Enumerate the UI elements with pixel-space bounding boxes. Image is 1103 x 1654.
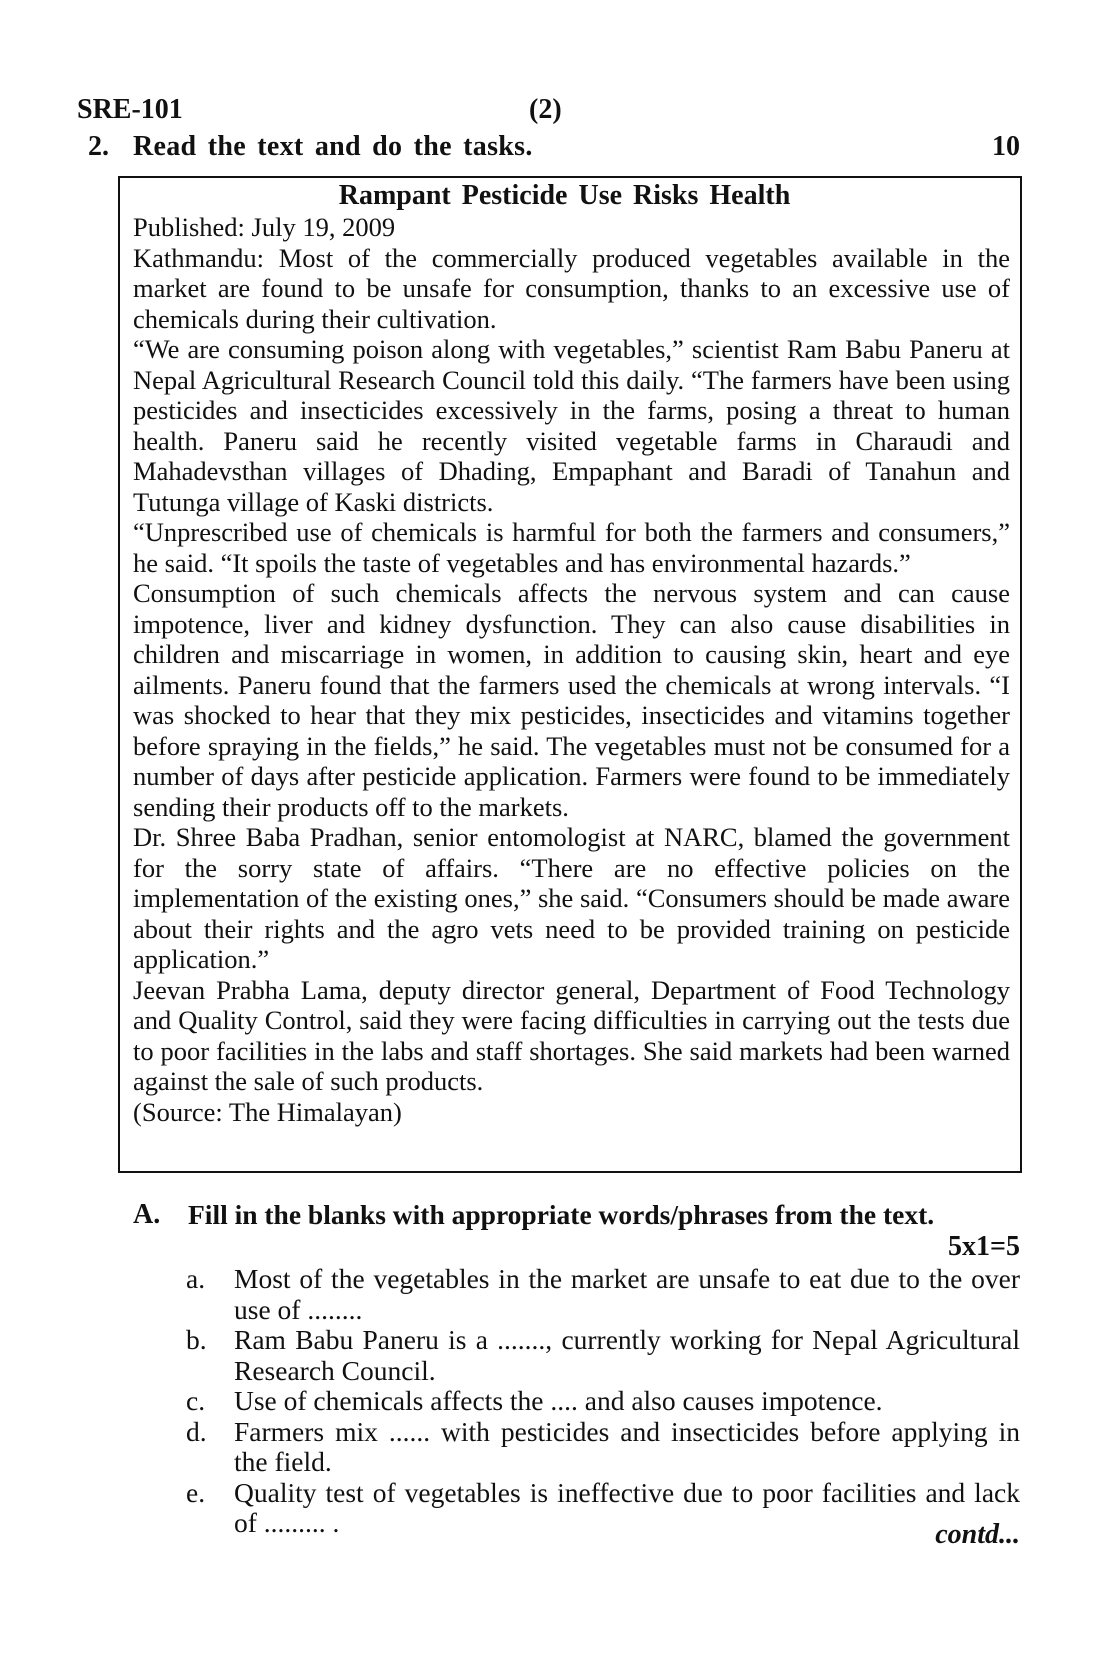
- fill-in-blank-list: [186, 1264, 1020, 1539]
- section-a-letter: A.: [133, 1199, 161, 1230]
- section-a-instruction: Fill in the blanks with appropriate words/phrases from the text.: [188, 1199, 935, 1230]
- section-a-marks: 5x1=5: [948, 1231, 1020, 1262]
- item-text: Ram Babu Paneru is a ......., currently working for Nepal Agricultural Research Council.: [234, 1324, 1020, 1386]
- item-letter: d.: [186, 1415, 207, 1447]
- article-paragraph: Dr. Shree Baba Pradhan, senior entomologist at NARC, blamed the government for the sorry state of affairs. “There are no effective policies on the implementation of the existing ones,” she said. “Consumers should be made aware about their rights and the agro vets need to be provided training on pesticide application.”: [133, 822, 1010, 974]
- article-published-date: Published: July 19, 2009: [133, 212, 396, 242]
- item-text: Quality test of vegetables is ineffective due to poor facilities and lack of ......... .: [234, 1476, 1020, 1538]
- question-marks: 10: [992, 131, 1020, 162]
- item-text: Most of the vegetables in the market are unsafe to eat due to the over use of ........: [234, 1263, 1020, 1325]
- question-instruction: Read the text and do the tasks.: [133, 131, 533, 162]
- article-title: Rampant Pesticide Use Risks Health: [338, 180, 791, 211]
- item-text: Use of chemicals affects the .... and also causes impotence.: [234, 1385, 883, 1416]
- fill-in-blank-item: [186, 1264, 1020, 1325]
- article-paragraph: “We are consuming poison along with vegetables,” scientist Ram Babu Paneru at Nepal Agricultural Research Council told this daily. “The farmers have been using pesticides and insecticides excessively in the farms, posing a threat to human health. Paneru said he recently visited vegetable farms in Charaudi and Mahadevsthan villages of Dhading, Empaphant and Baradi of Tanahun and Tutunga village of Kaski districts.: [133, 334, 1010, 517]
- article-paragraph: Jeevan Prabha Lama, deputy director general, Department of Food Technology and Quality Control, said they were facing difficulties in carrying out the tests due to poor facilities in the labs and staff shortages. She said markets had been warned against the sale of such products.: [133, 974, 1010, 1096]
- item-letter: a.: [186, 1263, 206, 1294]
- article-box: [118, 176, 1022, 1173]
- fill-in-blank-item: [186, 1417, 1020, 1478]
- article-paragraph: Consumption of such chemicals affects the nervous system and can cause impotence, liver and kidney dysfunction. They can also cause disabilities in children and miscarriage in women, in addition to causing skin, heart and eye ailments. Paneru found that the farmers used the chemicals at wrong intervals. “I was shocked to hear that they mix pesticides, insecticides and vitamins together before spraying in the fields,” he said. The vegetables must not be consumed for a number of days after pesticide application. Farmers were found to be immediately sending their products off to the markets.: [133, 578, 1010, 822]
- item-text: Farmers mix ...... with pesticides and insecticides before applying in the field.: [234, 1415, 1020, 1477]
- continued-marker: contd...: [935, 1519, 1020, 1550]
- item-letter: b.: [186, 1324, 207, 1355]
- fill-in-blank-item: [186, 1478, 1020, 1539]
- fill-in-blank-item: [186, 1325, 1020, 1386]
- question-number: 2.: [88, 131, 109, 162]
- article-source: (Source: The Himalayan): [133, 1096, 402, 1127]
- page-number: (2): [529, 94, 562, 125]
- article-paragraph: “Unprescribed use of chemicals is harmful for both the farmers and consumers,” he said. “It spoils the taste of vegetables and has environmental hazards.”: [133, 517, 1010, 578]
- fill-in-blank-item: [186, 1386, 1020, 1417]
- article-paragraph: Kathmandu: Most of the commercially produced vegetables available in the market are found to be unsafe for consumption, thanks to an excessive use of chemicals during their cultivation.: [133, 242, 1010, 334]
- paper-code: SRE-101: [77, 94, 183, 125]
- item-letter: e.: [186, 1476, 206, 1508]
- item-letter: c.: [186, 1385, 206, 1416]
